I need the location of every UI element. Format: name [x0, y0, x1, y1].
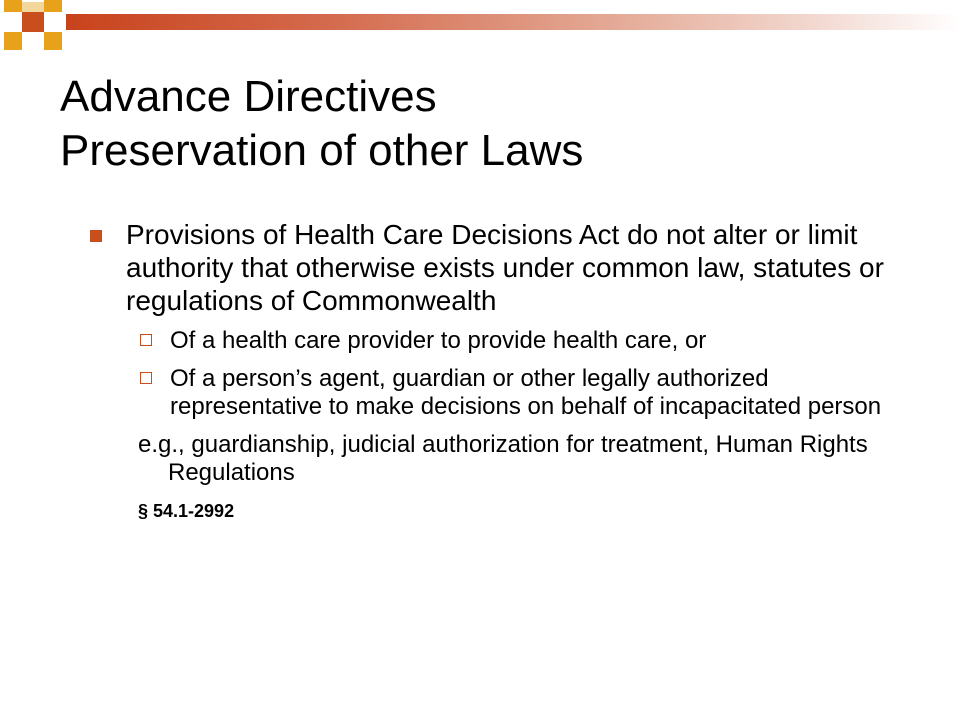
hollow-square-bullet-icon [140, 334, 152, 346]
sub-bullet-text: Of a health care provider to provide health care, or [170, 327, 707, 354]
hollow-square-bullet-icon [140, 372, 152, 384]
example-text: e.g., guardianship, judicial authorization for treatment, Human Rights Regulations [138, 431, 868, 486]
statute-citation: § 54.1-2992 [138, 501, 235, 521]
main-bullet-text: Provisions of Health Care Decisions Act do not alter or limit authority that otherwise exists under common law, statutes or regulations of Commonwealth [126, 219, 884, 316]
corner-emblem-icon [0, 0, 72, 56]
sub-bullet [138, 327, 890, 355]
square-bullet-icon [90, 230, 102, 242]
main-bullet [90, 218, 890, 317]
header-gradient-bar [66, 14, 960, 30]
title-line-2: Preservation of other Laws [60, 126, 584, 175]
title-line-1: Advance Directives [60, 72, 437, 121]
sub-bullet-list [138, 327, 890, 421]
slide-title [60, 70, 920, 178]
sub-bullet-text: Of a person’s agent, guardian or other legally authorized representative to make decisions on behalf of incapacitated person [170, 365, 882, 420]
sub-bullet [138, 365, 890, 421]
slide-body [90, 218, 890, 522]
